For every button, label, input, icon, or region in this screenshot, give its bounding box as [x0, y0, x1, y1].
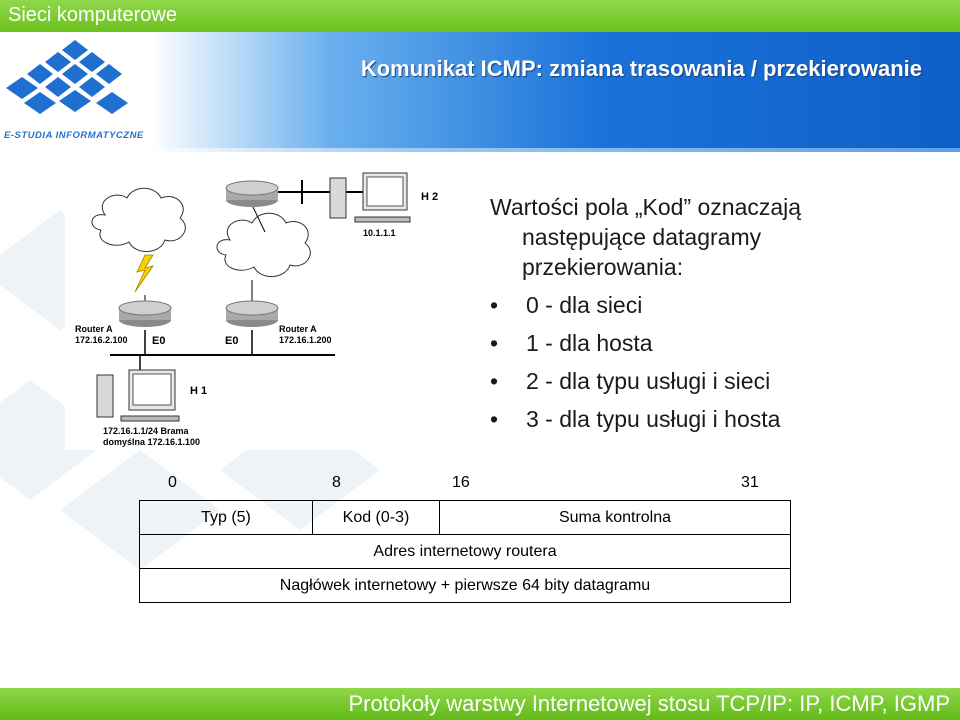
list-item-text: 0 - dla sieci	[526, 292, 643, 318]
intro-line-2: następujące datagramy	[522, 224, 762, 250]
code-values-text	[490, 192, 930, 434]
router-right-ip: 172.16.1.200	[279, 335, 332, 345]
network-diagram-svg	[65, 170, 450, 450]
intro-line-1: Wartości pola „Kod” oznaczają	[490, 194, 802, 220]
intro-line-3: przekierowania:	[522, 254, 684, 280]
field-checksum: Suma kontrolna	[440, 501, 791, 535]
bullet-icon: •	[490, 368, 499, 394]
field-router-address: Adres internetowy routera	[140, 535, 791, 569]
host-h2-icon	[330, 173, 410, 222]
list-item	[490, 328, 930, 358]
bit-ruler-0: 0	[168, 474, 177, 491]
list-item-text: 3 - dla typu usługi i hosta	[526, 406, 781, 432]
bullet-icon: •	[490, 292, 499, 318]
h1-gateway-line: domyślna 172.16.1.100	[103, 437, 201, 447]
slide-title: Komunikat ICMP: zmiana trasowania / przekierowanie	[360, 56, 922, 81]
table-row	[140, 569, 791, 603]
icmp-header-table	[139, 500, 791, 603]
list-item	[490, 366, 930, 396]
router-left-icon	[119, 301, 171, 327]
field-internet-header: Nagłówek internetowy + pierwsze 64 bity datagramu	[140, 569, 791, 603]
list-item	[490, 404, 930, 434]
cloud-middle-icon	[217, 213, 310, 276]
router-left-ip: 172.16.2.100	[75, 335, 128, 345]
cloud-left-icon	[92, 188, 185, 251]
bullet-icon: •	[490, 330, 499, 356]
bit-ruler-8: 8	[332, 474, 341, 491]
h1-label: H 1	[190, 385, 208, 397]
h2-label: H 2	[421, 191, 439, 203]
router-top-icon	[226, 181, 278, 207]
router-right-name: Router A	[279, 324, 317, 334]
logo-icon	[0, 32, 150, 132]
h1-ip-line: 172.16.1.1/24 Brama	[103, 426, 189, 436]
router-right-icon	[226, 301, 278, 327]
list-item-text: 2 - dla typu usługi i sieci	[526, 368, 771, 394]
h2-ip: 10.1.1.1	[363, 228, 396, 238]
network-diagram	[65, 170, 450, 450]
footer-bar	[0, 688, 960, 720]
lightning-icon	[135, 255, 153, 292]
list-item	[490, 290, 930, 320]
field-code: Kod (0-3)	[313, 501, 440, 535]
table-row	[140, 535, 791, 569]
host-h1-icon	[97, 370, 179, 421]
bit-ruler-31: 31	[741, 474, 759, 491]
course-title: Sieci komputerowe	[8, 4, 177, 26]
logo-text: E-STUDIA INFORMATYCZNE	[4, 130, 144, 141]
bullet-icon: •	[490, 406, 499, 432]
iface-left: E0	[152, 335, 166, 347]
list-item-text: 1 - dla hosta	[526, 330, 653, 356]
top-bar	[0, 0, 960, 32]
field-type: Typ (5)	[140, 501, 313, 535]
footer-text: Protokoły warstwy Internetowej stosu TCP/IP: IP, ICMP, IGMP	[348, 691, 950, 716]
intro-paragraph	[490, 192, 930, 282]
router-left-name: Router A	[75, 324, 113, 334]
bit-ruler-16: 16	[452, 474, 470, 491]
iface-right: E0	[225, 335, 239, 347]
table-row	[140, 501, 791, 535]
